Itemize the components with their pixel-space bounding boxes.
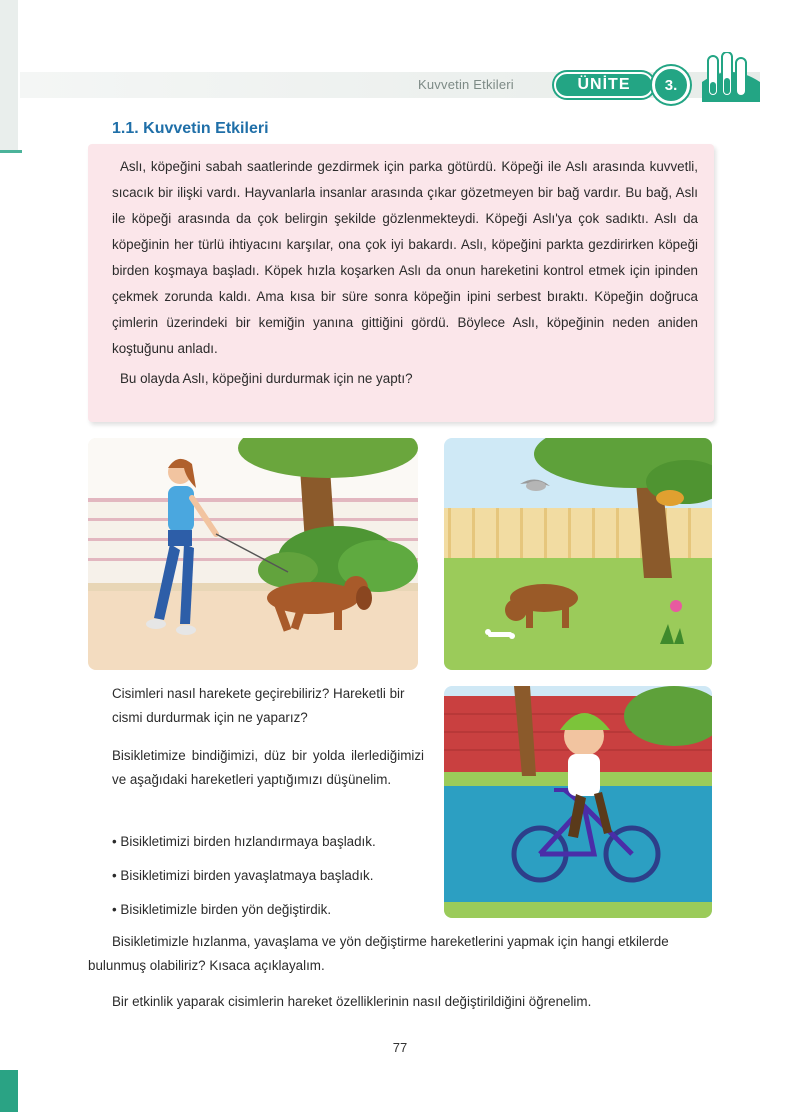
unit-label: ÜNİTE: [554, 72, 654, 98]
test-tube-icon: [698, 52, 762, 104]
chapter-title: Kuvvetin Etkileri: [418, 77, 514, 92]
forces-question: Bisikletimizle hızlanma, yavaşlama ve yön değiştirme hareketlerini yapmak için hangi etkilerde bulunmuş olabiliriz? Kısaca açıklayalım.: [88, 934, 669, 973]
girl-walking-dog-illustration: [88, 438, 418, 670]
boy-on-bicycle-illustration: [444, 686, 712, 918]
bike-intro-paragraph: Bisikletimize bindiğimizi, düz bir yolda ilerlediğimizi ve aşağıdaki hareketleri yaptığımızı düşünelim.: [112, 748, 424, 787]
activity-paragraph: Bir etkinlik yaparak cisimlerin hareket özelliklerinin nasıl değiştirildiğini öğrenelim.: [112, 994, 592, 1009]
story-paragraph: Aslı, köpeğini sabah saatlerinde gezdirmek için parka götürdü. Köpeği ile Aslı arasında kuvvetli, sıcacık bir ilişki vardı. Hayvanlarla insanlar arasında çıkar gözetmeyen bir bağ vardır. Bu bağ, Aslı ile köpeği arasında da çok belirgin şekilde gözlenmekteydi. Köpeği Aslı'ya çok sadıktı. Aslı da köpeğinin her türlü ihtiyacını karşılar, ona çok iyi bakardı. Aslı, köpeğini parkta gezdirirken köpeği birden koşmaya başladı. Köpek hızla koşarken Aslı da onun hareketini kontrol etmek için ipinden çekmek zorunda kaldı. Ama kısa bir süre sonra köpeğin ipini serbest bıraktı. Köpeğin doğruca çimlerin üzerindeki bir kemiğin yanına gittiğini gördü. Böylece Aslı, köpeğinin neden aniden koştuğunu anladı.: [112, 159, 698, 356]
left-margin-strip: [0, 0, 18, 150]
left-margin-line: [0, 150, 22, 153]
list-item: • Bisikletimizle birden yön değiştirdik.: [112, 898, 432, 922]
page-number: 77: [392, 1040, 408, 1055]
list-item: • Bisikletimizi birden hızlandırmaya başladık.: [112, 830, 432, 854]
bike-actions-list: [112, 830, 432, 932]
section-title: 1.1. Kuvvetin Etkileri: [112, 120, 269, 137]
dog-and-bone-illustration: [444, 438, 712, 670]
story-question: Bu olayda Aslı, köpeğini durdurmak için ne yaptı?: [120, 371, 413, 386]
left-bottom-tab: [0, 1070, 18, 1112]
unit-number: 3.: [652, 66, 690, 104]
motion-question: Cisimleri nasıl harekete geçirebiliriz? Hareketli bir cismi durdurmak için ne yaparız?: [112, 686, 405, 725]
story-box: [88, 144, 714, 422]
list-item: • Bisikletimizi birden yavaşlatmaya başladık.: [112, 864, 432, 888]
